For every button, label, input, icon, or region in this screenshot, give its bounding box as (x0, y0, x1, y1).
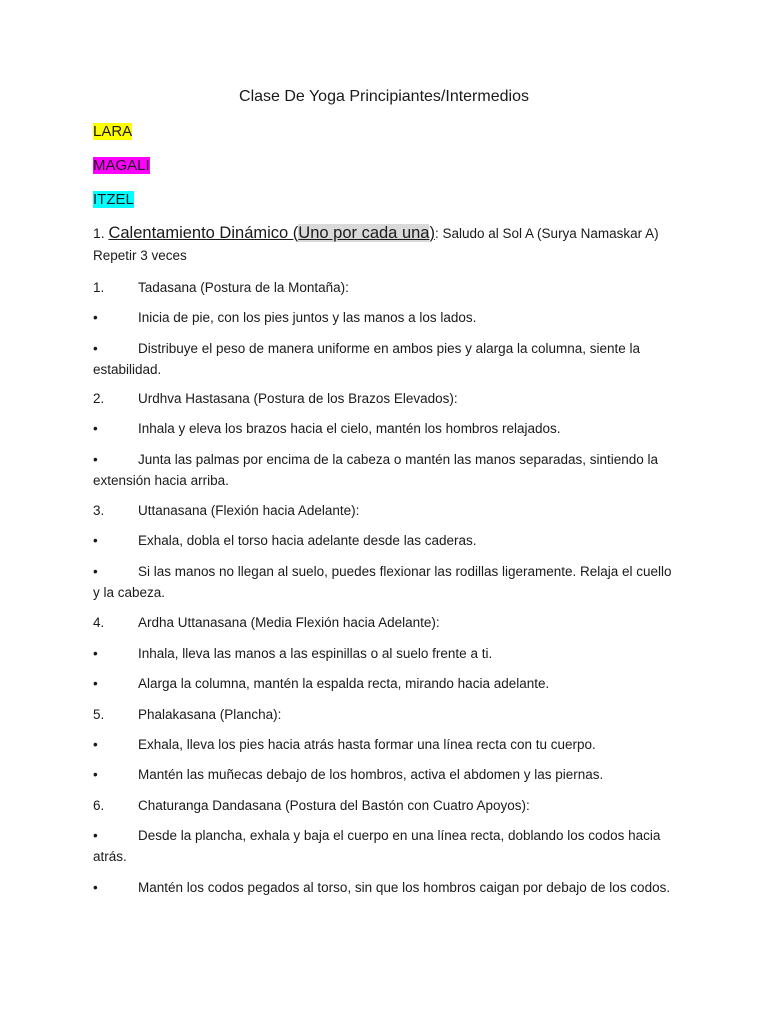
list-marker: • (93, 310, 98, 325)
list-marker: • (93, 452, 98, 467)
list-marker: 2. (93, 391, 105, 406)
section-heading-start: Calentamiento Dinámico ( (108, 224, 299, 242)
list-item (93, 825, 678, 867)
list-item (93, 673, 678, 694)
list-item (93, 500, 678, 521)
section-heading-end: ) (429, 224, 435, 242)
list-marker: • (93, 646, 98, 661)
list-marker: • (93, 767, 98, 782)
section-subtitle: : Saludo al Sol A (Surya Namaskar A) Repetir 3 veces (93, 226, 659, 263)
name-magali (93, 157, 150, 175)
list-item (93, 734, 678, 755)
list-text: Urdhva Hastasana (Postura de los Brazos Elevados): (138, 391, 458, 406)
list-text: Phalakasana (Plancha): (138, 707, 282, 722)
list-marker: • (93, 676, 98, 691)
section-number: 1. (93, 225, 105, 241)
name-highlight: LARA (93, 123, 133, 140)
name-highlight: MAGALI (93, 157, 150, 174)
list-marker: • (93, 533, 98, 548)
list-text: Inhala, lleva las manos a las espinillas o al suelo frente a ti. (138, 646, 493, 661)
list-text: Alarga la columna, mantén la espalda recta, mirando hacia adelante. (138, 676, 550, 691)
list-item (93, 643, 678, 664)
list-marker: • (93, 880, 98, 895)
list-item (93, 877, 678, 898)
list-item (93, 530, 678, 551)
section-heading-boxed: Uno por cada una (298, 224, 430, 242)
list-text: Inicia de pie, con los pies juntos y las manos a los lados. (138, 310, 477, 325)
list-item (93, 418, 678, 439)
list-marker: • (93, 564, 98, 579)
list-item (93, 612, 678, 633)
list-marker: 3. (93, 503, 105, 518)
list-item (93, 449, 678, 491)
list-text: Distribuye el peso de manera uniforme en ambos pies y alarga la columna, siente la estabilidad. (93, 341, 641, 377)
list-text: Tadasana (Postura de la Montaña): (138, 280, 349, 295)
list-marker: 5. (93, 707, 105, 722)
list-item (93, 561, 678, 603)
list-text: Mantén las muñecas debajo de los hombros, activa el abdomen y las piernas. (138, 767, 604, 782)
list-item (93, 307, 678, 328)
name-highlight: ITZEL (93, 191, 134, 208)
list-text: Si las manos no llegan al suelo, puedes flexionar las rodillas ligeramente. Relaja el cuello y la cabeza. (93, 564, 672, 600)
list-marker: • (93, 828, 98, 843)
list-marker: • (93, 341, 98, 356)
list-item (93, 388, 678, 409)
list-marker: 4. (93, 615, 105, 630)
list-text: Uttanasana (Flexión hacia Adelante): (138, 503, 360, 518)
list-marker: 1. (93, 280, 105, 295)
list-text: Exhala, dobla el torso hacia adelante desde las caderas. (138, 533, 477, 548)
name-lara (93, 123, 132, 141)
list-item (93, 764, 678, 785)
list-item (93, 338, 678, 380)
name-itzel (93, 191, 134, 209)
section-heading (93, 222, 678, 267)
list-item (93, 704, 678, 725)
list-item (93, 795, 678, 816)
list-text: Desde la plancha, exhala y baja el cuerpo en una línea recta, doblando los codos hacia atrás. (93, 828, 661, 864)
list-text: Exhala, lleva los pies hacia atrás hasta formar una línea recta con tu cuerpo. (138, 737, 596, 752)
list-text: Mantén los codos pegados al torso, sin que los hombros caigan por debajo de los codos. (138, 880, 671, 895)
list-text: Junta las palmas por encima de la cabeza o mantén las manos separadas, sintiendo la extensión hacia arriba. (93, 452, 659, 488)
list-text: Chaturanga Dandasana (Postura del Bastón con Cuatro Apoyos): (138, 798, 530, 813)
list-text: Inhala y eleva los brazos hacia el cielo, mantén los hombros relajados. (138, 421, 561, 436)
list-marker: 6. (93, 798, 105, 813)
list-marker: • (93, 421, 98, 436)
list-item (93, 277, 678, 298)
document-title: Clase De Yoga Principiantes/Intermedios (239, 88, 529, 105)
list-marker: • (93, 737, 98, 752)
list-text: Ardha Uttanasana (Media Flexión hacia Adelante): (138, 615, 440, 630)
